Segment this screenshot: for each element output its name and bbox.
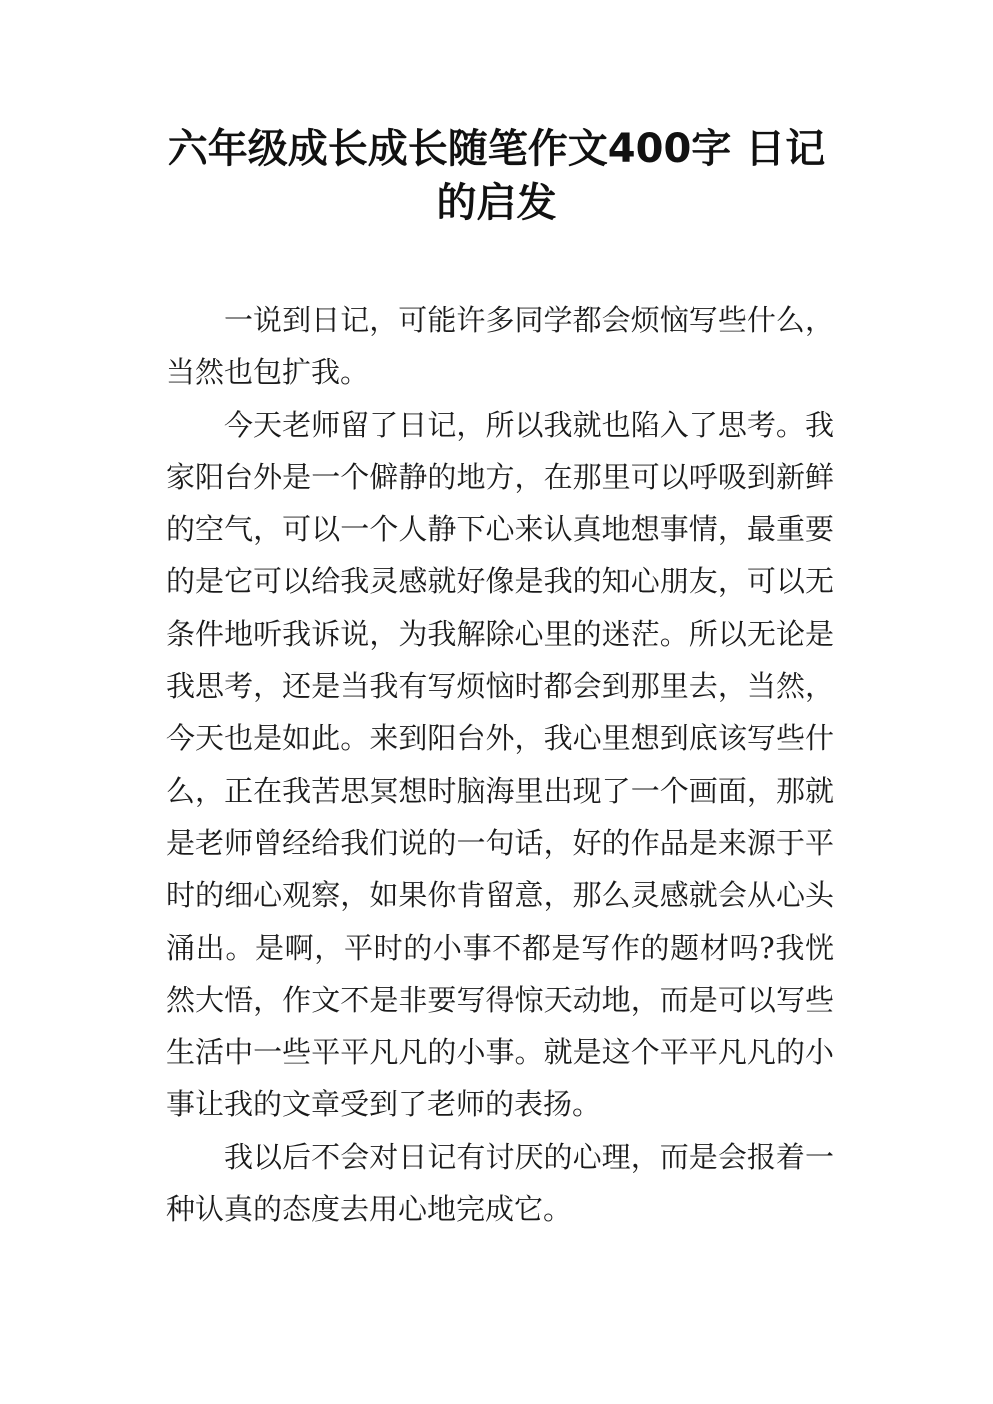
document-body xyxy=(166,294,834,1235)
paragraph-1: 一说到日记，可能许多同学都会烦恼写些什么，当然也包扩我。 xyxy=(166,303,834,390)
document-title: 六年级成长成长随笔作文400字 日记的启发 xyxy=(167,126,826,226)
paragraph-2: 今天老师留了日记，所以我就也陷入了思考。我家阳台外是一个僻静的地方，在那里可以呼吸到新鲜的空气，可以一个人静下心来认真地想事情，最重要的是它可以给我灵感就好像是我的知心朋友，可以无条件地听我诉说，为我解除心里的迷茫。所以无论是我思考，还是当我有写烦恼时都会到那里去，当然，今天也是如此。来到阳台外，我心里想到底该写些什么，正在我苦思冥想时脑海里出现了一个画面，那就是老师曾经给我们说的一句话，好的作品是来源于平时的细心观察，如果你肯留意，那么灵感就会从心头涌出。是啊，平时的小事不都是写作的题材吗?我恍然大悟，作文不是非要写得惊天动地，而是可以写些生活中一些平平凡凡的小事。就是这个平平凡凡的小事让我的文章受到了老师的表扬。 xyxy=(166,407,834,1122)
paragraph-3: 我以后不会对日记有讨厌的心理，而是会报着一种认真的态度去用心地完成它。 xyxy=(166,1139,834,1227)
